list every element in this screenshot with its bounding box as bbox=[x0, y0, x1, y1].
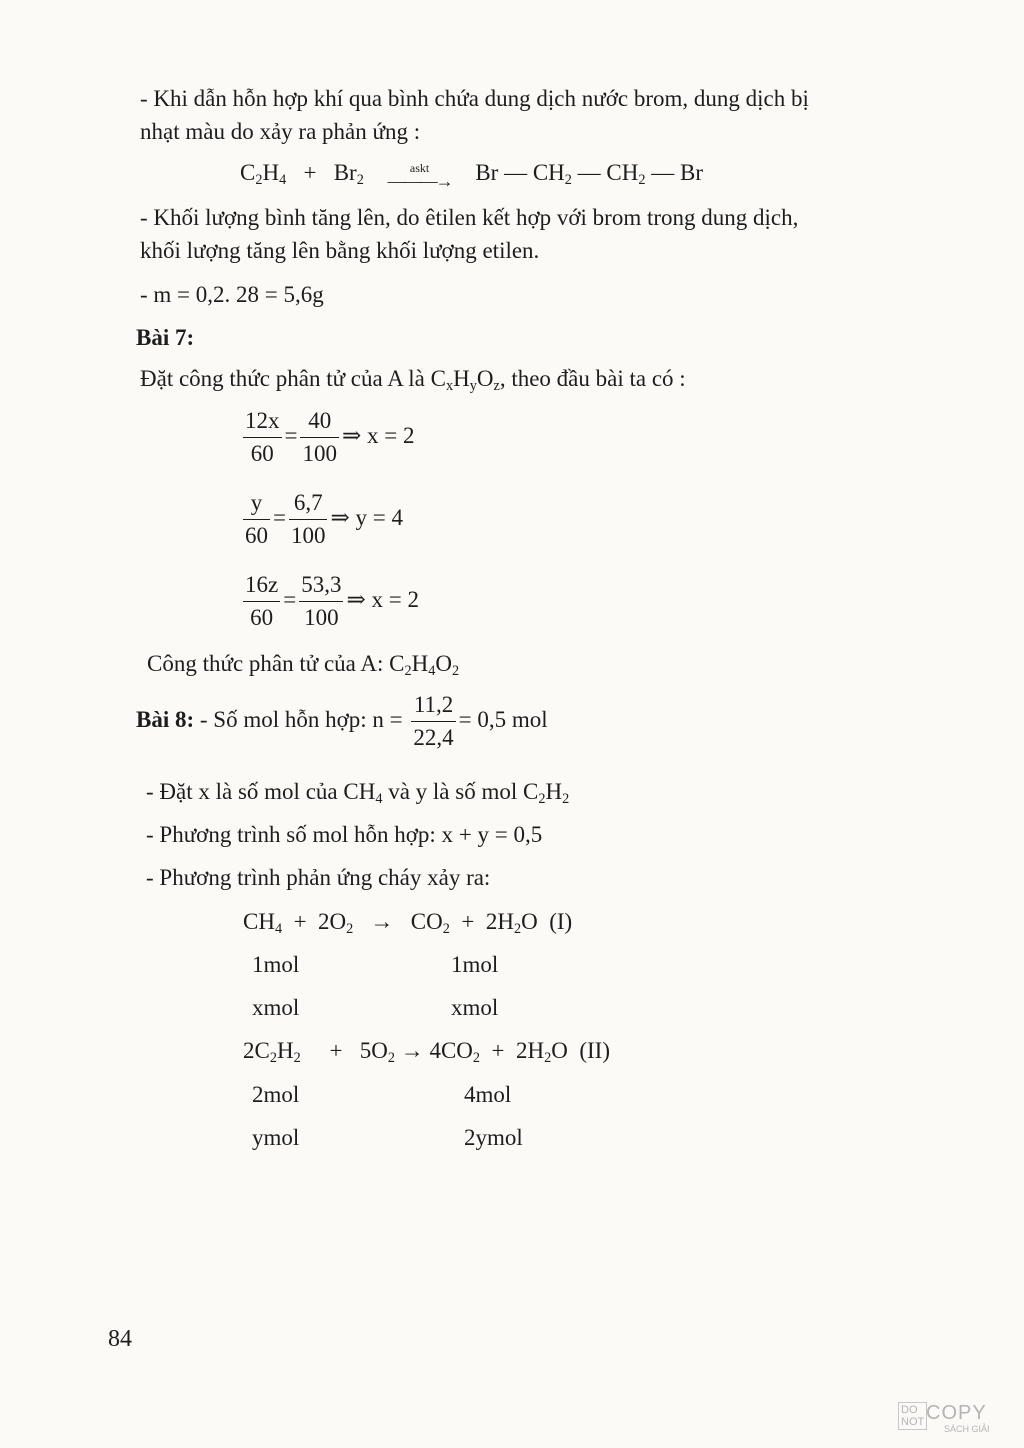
mol-value: ymol bbox=[252, 1125, 300, 1150]
molecular-formula: Công thức phân tử của A: $C_2H_4O_2$ bbox=[147, 651, 460, 679]
text-line: - Phương trình phản ứng cháy xảy ra: bbox=[146, 865, 491, 890]
mol-value: 1mol bbox=[451, 952, 499, 977]
exercise-8-intro: Bài 8: - Số mol hỗn hợp: n = $\frac{11,2}{22,4}$ = 0,5 mol bbox=[136, 692, 548, 750]
text-line: khối lượng tăng lên bằng khối lượng etilen. bbox=[140, 238, 540, 263]
mol-value: 2ymol bbox=[464, 1125, 523, 1150]
fraction-equation: $\frac{12x}{60}$ = $\frac{40}{100}$ ⇒ x = 2 bbox=[245, 408, 415, 466]
watermark-do-not: DO NOT bbox=[898, 1402, 927, 1430]
watermark-logo bbox=[898, 1402, 1008, 1438]
mol-value: 4mol bbox=[464, 1082, 512, 1107]
reaction-arrow: askt ———→ bbox=[387, 160, 452, 191]
fraction-equation: $\frac{16z}{60}$ = $\frac{53,3}{100}$ ⇒ x = 2 bbox=[245, 572, 419, 630]
page-number: 84 bbox=[108, 1326, 132, 1352]
mol-value: 2mol bbox=[252, 1082, 300, 1107]
text-line: nhạt màu do xảy ra phản ứng : bbox=[140, 119, 421, 144]
exercise-heading: Bài 7: bbox=[136, 325, 195, 350]
mass-calculation: - m = 0,2. 28 = 5,6g bbox=[140, 282, 324, 307]
text-line: - Đặt x là số mol của $CH_4$ và y là số mol $C_2H_2$ bbox=[146, 779, 570, 807]
fraction-equation: $\frac{y}{60}$ = $\frac{6,7}{100}$ ⇒ y = 4 bbox=[245, 490, 403, 548]
mol-value: xmol bbox=[451, 995, 499, 1020]
text-line: - Khi dẫn hỗn hợp khí qua bình chứa dung dịch nước brom, dung dịch bị bbox=[140, 86, 809, 111]
text-line: - Khối lượng bình tăng lên, do êtilen kết hợp với brom trong dung dịch, bbox=[140, 205, 799, 230]
equation-ethylene-bromine: $C_2H_4$ + $Br_2$ askt ———→ Br — $CH_2$ — $CH_2$ — Br bbox=[240, 160, 703, 191]
text-line: - Phương trình số mol hỗn hợp: x + y = 0,5 bbox=[146, 822, 543, 847]
watermark-copy: COPY bbox=[926, 1402, 987, 1424]
mol-value: 1mol bbox=[252, 952, 300, 977]
combustion-reaction-1: $CH_4 + 2O_2 \to CO_2 + 2H_2O$ (I) bbox=[243, 909, 573, 937]
combustion-reaction-2: $2C_2H_2$ + $5O_2 \to 4CO_2 + 2H_2O$ (II) bbox=[243, 1038, 610, 1066]
text-line: Đặt công thức phân tử của A là $C_xH_yO_z$, theo đầu bài ta có : bbox=[140, 366, 686, 394]
mol-value: xmol bbox=[252, 995, 300, 1020]
watermark-sub: SÁCH GIẢI bbox=[944, 1424, 990, 1434]
